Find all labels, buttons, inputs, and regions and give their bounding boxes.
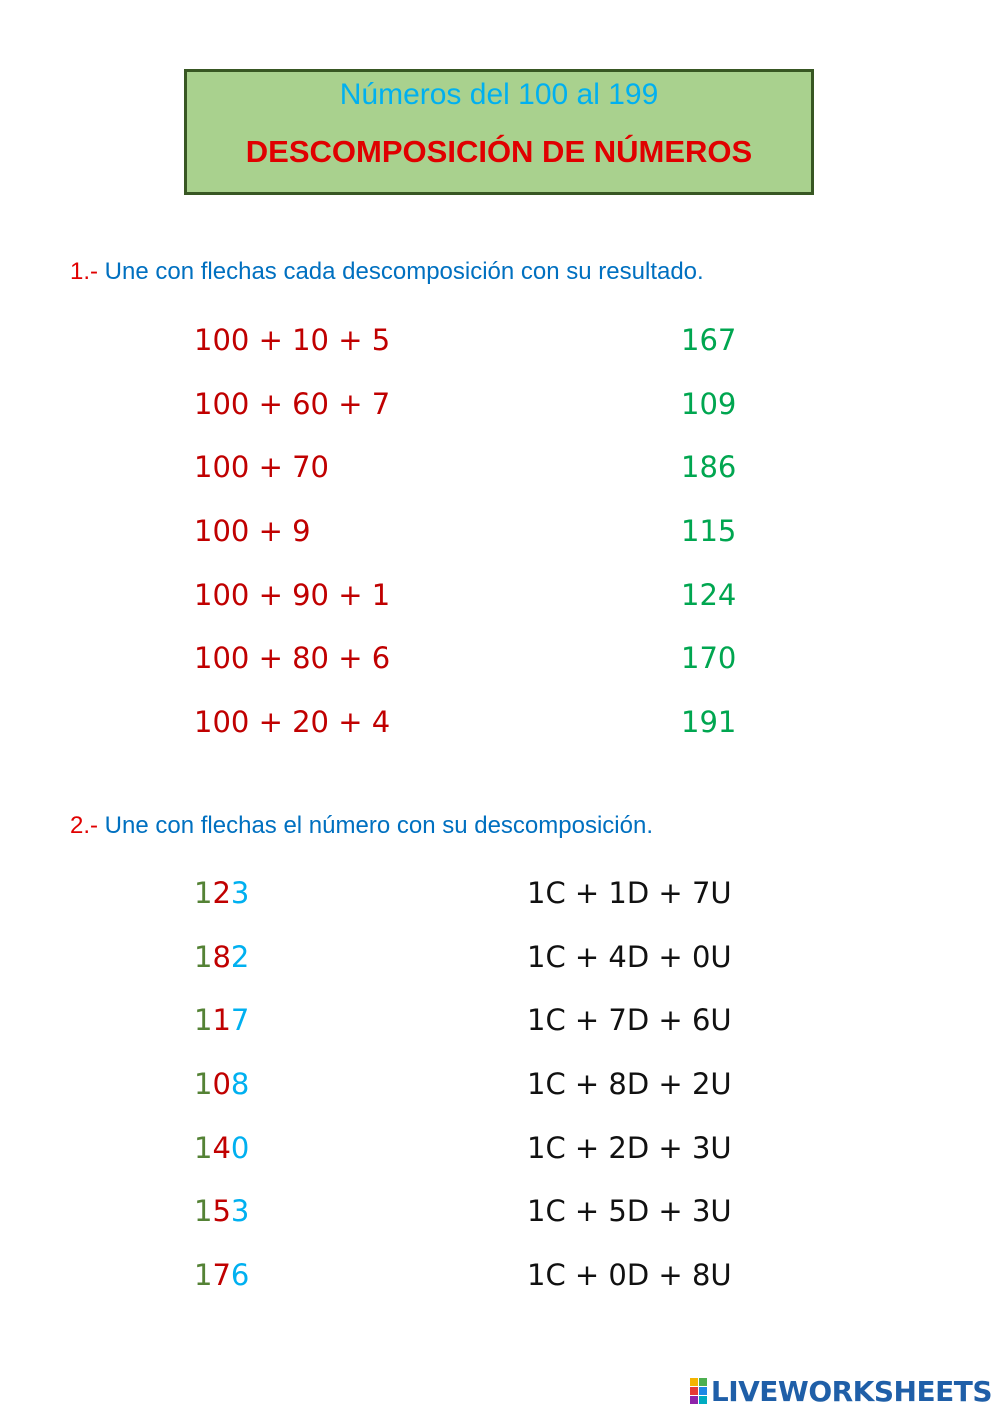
decomposition-item[interactable]: 1C + 5D + 3U xyxy=(527,1194,732,1228)
logo-square xyxy=(690,1387,698,1395)
decomposition-item[interactable]: 1C + 1D + 7U xyxy=(527,876,732,910)
liveworksheets-logo xyxy=(690,1375,992,1407)
exercise-2-number: 2.- xyxy=(70,812,99,839)
logo-square xyxy=(699,1378,707,1386)
result-item[interactable]: 170 xyxy=(681,641,737,675)
logo-square xyxy=(699,1387,707,1395)
decomposition-item[interactable]: 1C + 8D + 2U xyxy=(527,1067,732,1101)
units-digit: 6 xyxy=(230,1258,250,1292)
logo-square xyxy=(690,1378,698,1386)
logo-mark-icon xyxy=(690,1378,707,1404)
decomposition-item[interactable]: 1C + 0D + 8U xyxy=(527,1258,732,1292)
decomposition-item[interactable]: 1C + 7D + 6U xyxy=(527,1003,732,1037)
exercise-2-text: Une con flechas el número con su descomposición. xyxy=(98,812,653,839)
units-digit: 0 xyxy=(230,1131,250,1165)
logo-square xyxy=(699,1396,707,1404)
tens-digit: 2 xyxy=(212,876,231,910)
hundreds-digit: 1 xyxy=(194,940,213,974)
result-item[interactable]: 124 xyxy=(681,578,737,612)
result-item[interactable]: 191 xyxy=(681,705,737,739)
expression-item[interactable]: 100 + 90 + 1 xyxy=(194,578,391,612)
result-item[interactable]: 109 xyxy=(681,387,737,421)
expression-item[interactable]: 100 + 80 + 6 xyxy=(194,641,391,675)
logo-text: LIVEWORKSHEETS xyxy=(710,1374,992,1408)
expression-item[interactable]: 100 + 60 + 7 xyxy=(194,387,391,421)
tens-digit: 0 xyxy=(212,1067,231,1101)
units-digit: 7 xyxy=(230,1003,250,1037)
logo-square xyxy=(690,1396,698,1404)
page-title: DESCOMPOSICIÓN DE NÚMEROS xyxy=(245,134,753,169)
number-item[interactable] xyxy=(194,1066,249,1102)
hundreds-digit: 1 xyxy=(194,876,213,910)
decomposition-item[interactable]: 1C + 4D + 0U xyxy=(527,940,732,974)
number-item[interactable] xyxy=(194,939,249,975)
tens-digit: 1 xyxy=(212,1003,231,1037)
hundreds-digit: 1 xyxy=(194,1067,213,1101)
hundreds-digit: 1 xyxy=(194,1131,213,1165)
expression-item[interactable]: 100 + 9 xyxy=(194,514,311,548)
units-digit: 2 xyxy=(230,940,250,974)
result-item[interactable]: 167 xyxy=(681,323,737,357)
hundreds-digit: 1 xyxy=(194,1194,213,1228)
tens-digit: 7 xyxy=(212,1258,231,1292)
expression-item[interactable]: 100 + 70 xyxy=(194,450,329,484)
units-digit: 3 xyxy=(230,1194,250,1228)
hundreds-digit: 1 xyxy=(194,1003,213,1037)
units-digit: 8 xyxy=(230,1067,250,1101)
exercise-2-instruction xyxy=(70,812,653,840)
tens-digit: 8 xyxy=(212,940,231,974)
exercise-1-number: 1.- xyxy=(70,258,99,285)
units-digit: 3 xyxy=(230,876,250,910)
result-item[interactable]: 186 xyxy=(681,450,737,484)
expression-item[interactable]: 100 + 10 + 5 xyxy=(194,323,391,357)
number-item[interactable] xyxy=(194,1002,249,1038)
title-box xyxy=(184,69,814,195)
decomposition-item[interactable]: 1C + 2D + 3U xyxy=(527,1131,732,1165)
number-item[interactable] xyxy=(194,875,249,911)
hundreds-digit: 1 xyxy=(194,1258,213,1292)
result-item[interactable]: 115 xyxy=(681,514,737,548)
page-subtitle: Números del 100 al 199 xyxy=(339,78,659,111)
exercise-1-instruction xyxy=(70,258,704,286)
number-item[interactable] xyxy=(194,1130,249,1166)
number-item[interactable] xyxy=(194,1193,249,1229)
tens-digit: 5 xyxy=(212,1194,231,1228)
tens-digit: 4 xyxy=(212,1131,231,1165)
exercise-1-text: Une con flechas cada descomposición con su resultado. xyxy=(98,258,704,285)
number-item[interactable] xyxy=(194,1257,249,1293)
expression-item[interactable]: 100 + 20 + 4 xyxy=(194,705,391,739)
